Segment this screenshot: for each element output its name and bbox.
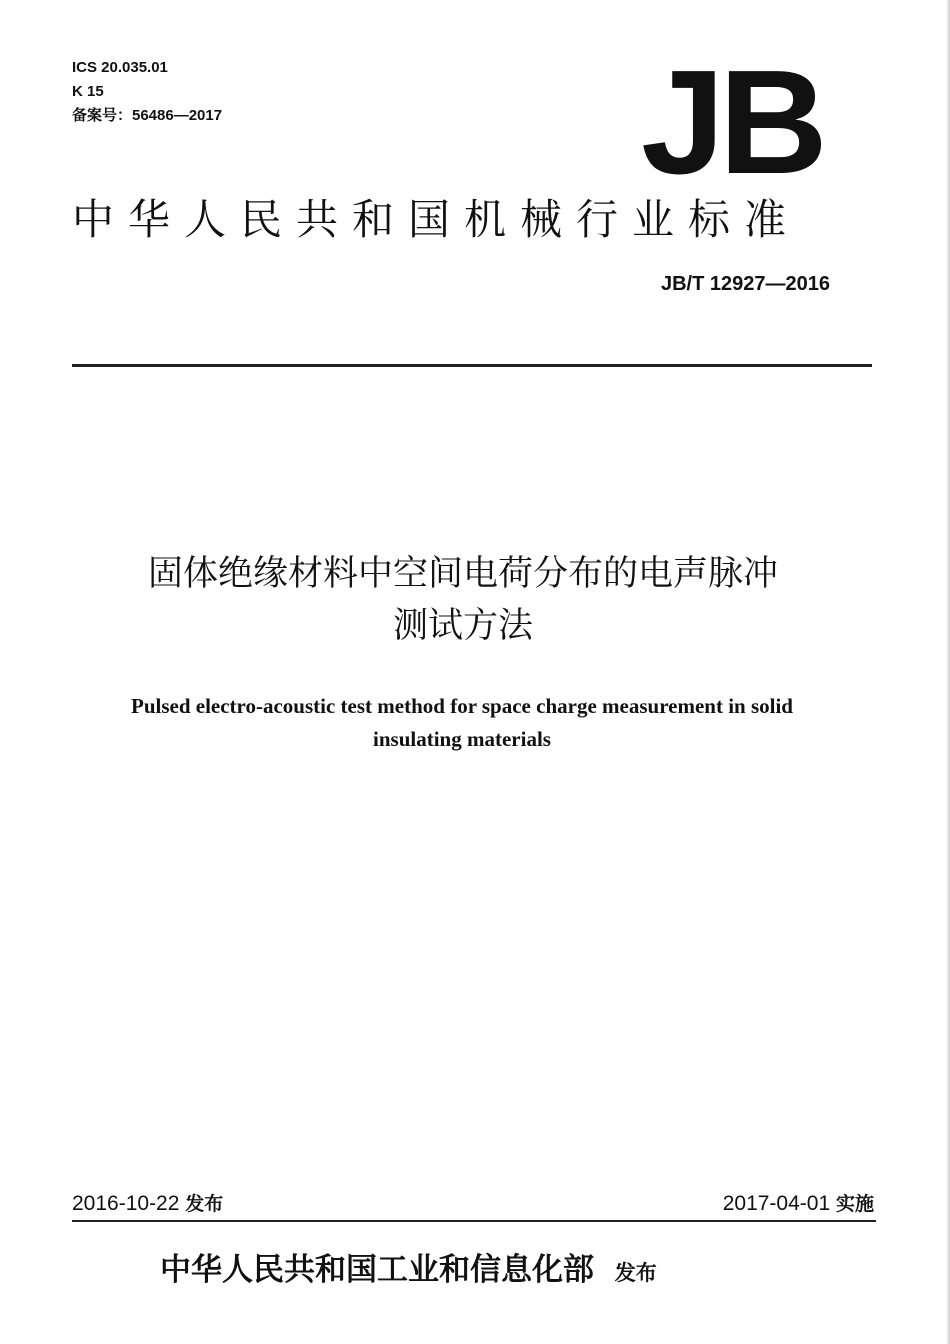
issue-date <box>72 1190 223 1218</box>
jb-logo: JB <box>641 40 822 205</box>
english-title-line-1: Pulsed electro-acoustic test method for space charge measurement in solid <box>131 694 793 718</box>
standard-type-title: 中华人民共和国机械行业标准 <box>72 195 801 244</box>
publisher-label: 发布 <box>614 1261 657 1285</box>
chinese-title-line-2: 测试方法 <box>392 606 533 646</box>
page-edge-shadow <box>946 0 950 1344</box>
english-title-line-2: insulating materials <box>373 727 551 751</box>
header-divider <box>72 364 872 367</box>
issue-date-value: 2016-10-22 <box>72 1192 180 1215</box>
implementation-date <box>723 1190 874 1218</box>
implementation-date-value: 2017-04-01 <box>722 1192 831 1215</box>
class-code: K 15 <box>72 83 104 100</box>
issue-date-label: 发布 <box>185 1193 224 1215</box>
publisher <box>160 1248 657 1295</box>
english-title <box>72 690 852 756</box>
chinese-title <box>40 548 886 652</box>
chinese-title-line-1: 固体绝缘材料中空间电荷分布的电声脉冲 <box>147 554 778 594</box>
publisher-name: 中华人民共和国工业和信息化部 <box>160 1252 594 1288</box>
footer-divider <box>72 1220 876 1222</box>
ics-code: ICS 20.035.01 <box>72 59 168 76</box>
record-number: 备案号：56486—2017 <box>72 107 223 124</box>
implementation-date-label: 实施 <box>835 1193 874 1215</box>
standard-code: JB/T 12927—2016 <box>660 273 830 295</box>
classification-block <box>72 56 222 128</box>
